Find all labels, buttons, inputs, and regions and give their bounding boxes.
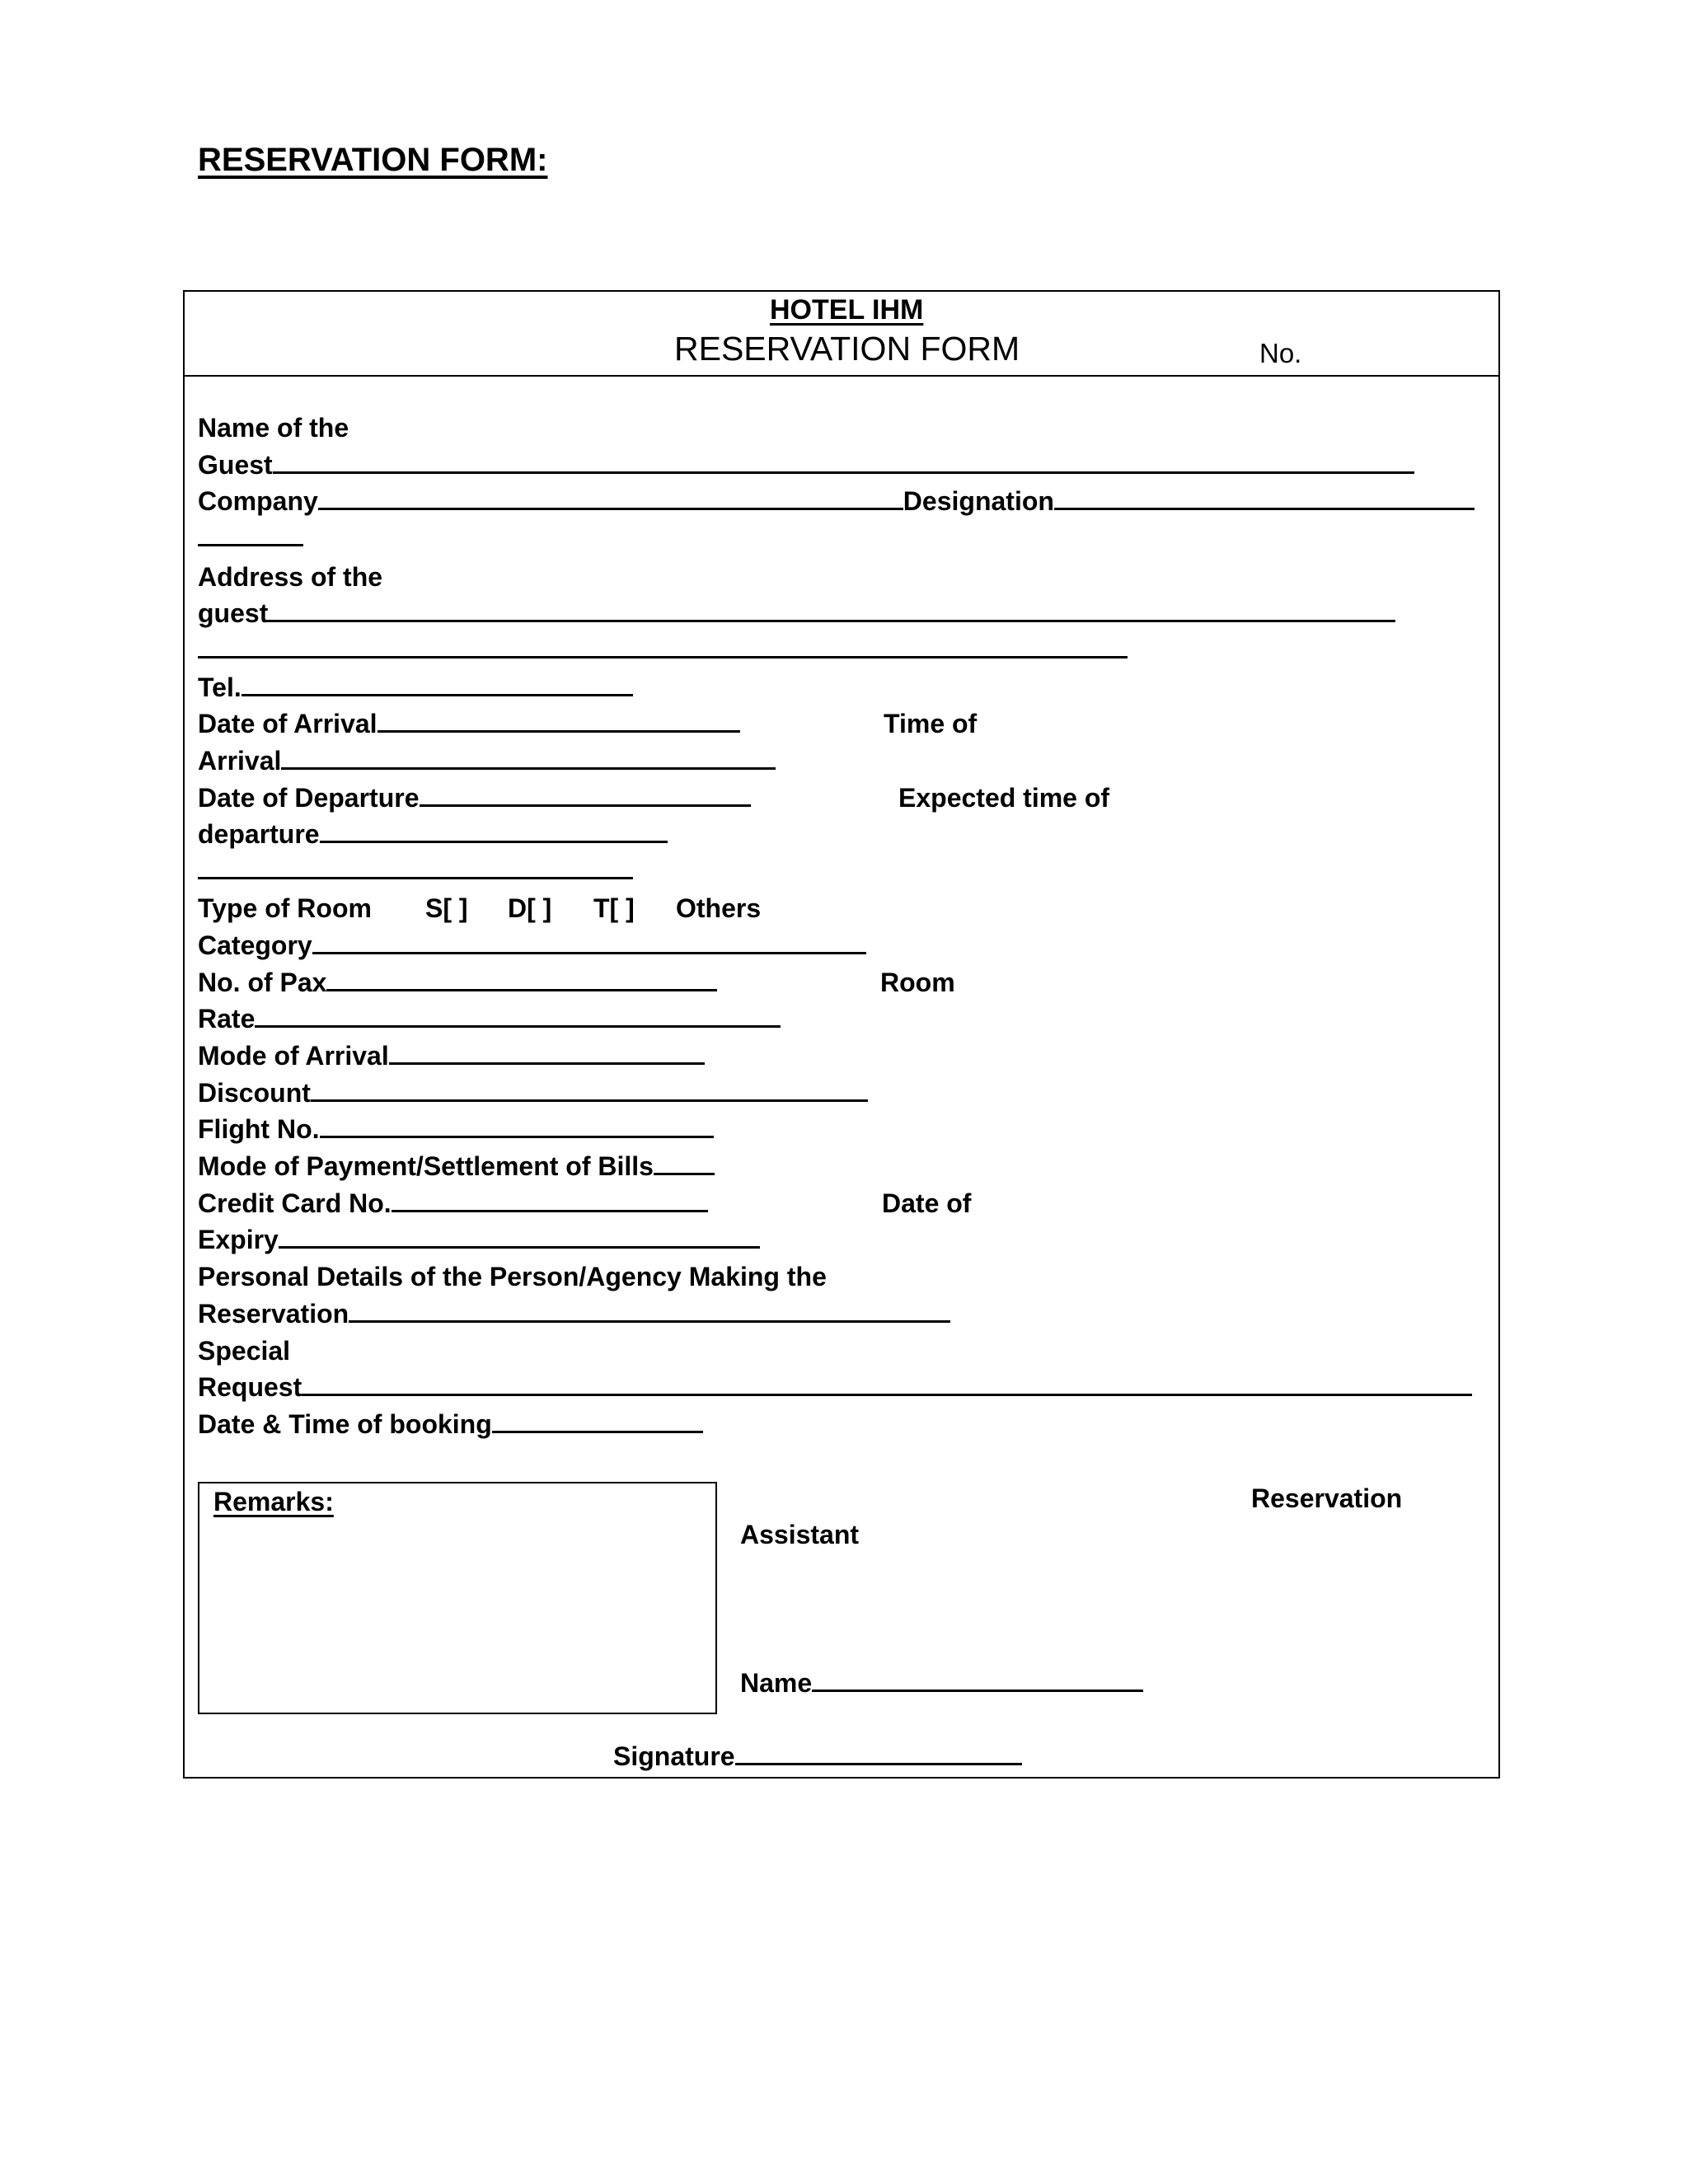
type-of-room-label: Type of Room <box>198 893 372 923</box>
category-row <box>198 927 866 963</box>
signature-row <box>613 1738 1022 1774</box>
no-of-pax-label: No. of Pax <box>198 968 327 997</box>
discount-field[interactable] <box>311 1099 868 1102</box>
date-time-booking-label: Date & Time of booking <box>198 1409 492 1439</box>
form-number-label: No. <box>1259 338 1302 368</box>
date-of-arrival-row <box>198 705 740 742</box>
assistant-name-label: Name <box>740 1668 813 1698</box>
special-request-field[interactable] <box>302 1394 1472 1396</box>
reservation-maker-row <box>198 1296 950 1332</box>
mode-of-payment-label: Mode of Payment/Settlement of Bills <box>198 1151 654 1181</box>
address-label: guest <box>198 598 269 628</box>
date-time-booking-row <box>198 1406 703 1442</box>
room-type-double-checkbox[interactable]: D[ ] <box>508 893 552 923</box>
date-of-departure-row <box>198 780 751 816</box>
departure-row <box>198 816 668 852</box>
type-of-room-row <box>198 890 372 926</box>
signature-field[interactable] <box>735 1763 1022 1765</box>
discount-row <box>198 1075 868 1111</box>
expiry-label: Expiry <box>198 1225 279 1254</box>
signature-label: Signature <box>613 1741 735 1771</box>
expected-time-of-label: Expected time of <box>898 783 1110 813</box>
company-label: Company <box>198 486 318 516</box>
rate-label: Rate <box>198 1004 256 1033</box>
designation-field[interactable] <box>1054 508 1475 510</box>
personal-details-label: Personal Details of the Person/Agency Making the <box>198 1262 827 1291</box>
no-of-pax-row <box>198 964 717 1001</box>
flight-no-row <box>198 1111 714 1147</box>
special-request-row <box>198 1369 1472 1405</box>
expiry-row <box>198 1221 760 1258</box>
remarks-box[interactable] <box>198 1482 717 1714</box>
assistant-name-field[interactable] <box>812 1690 1143 1692</box>
reservation-assistant-label-part2: Assistant <box>740 1520 860 1549</box>
designation-continuation-row <box>198 519 303 555</box>
room-type-triple-checkbox[interactable]: T[ ] <box>593 893 635 923</box>
guest-name-field[interactable] <box>273 471 1414 474</box>
departure-label: departure <box>198 819 320 849</box>
departure-continuation-row <box>198 852 633 888</box>
room-type-single-checkbox[interactable]: S[ ] <box>425 893 468 923</box>
rate-row <box>198 1001 781 1037</box>
room-rate-field[interactable] <box>255 1025 781 1028</box>
address-line-2-row <box>198 631 1128 668</box>
reservation-assistant-label-part1: Reservation <box>1251 1483 1403 1513</box>
assistant-name-row <box>740 1665 1143 1701</box>
name-of-the-label: Name of the <box>198 413 349 443</box>
time-of-arrival-field[interactable] <box>281 767 776 770</box>
address-field[interactable] <box>268 620 1395 622</box>
date-of-departure-label: Date of Departure <box>198 783 420 813</box>
mode-of-arrival-field[interactable] <box>389 1062 705 1065</box>
request-label: Request <box>198 1372 302 1402</box>
date-of-departure-field[interactable] <box>420 804 751 807</box>
flight-no-field[interactable] <box>320 1136 714 1138</box>
remarks-label: Remarks: <box>213 1487 334 1516</box>
mode-of-payment-field[interactable] <box>654 1173 715 1175</box>
no-of-pax-field[interactable] <box>326 989 717 991</box>
designation-label: Designation <box>903 486 1054 516</box>
expected-time-of-departure-field[interactable] <box>320 841 668 843</box>
form-heading: RESERVATION FORM <box>674 330 1020 368</box>
guest-name-row <box>198 447 1414 483</box>
date-of-arrival-label: Date of Arrival <box>198 709 377 738</box>
designation-continuation-field[interactable] <box>198 544 303 546</box>
mode-of-arrival-label: Mode of Arrival <box>198 1041 389 1071</box>
category-label: Category <box>198 930 312 960</box>
address-row <box>198 595 1395 631</box>
mode-of-payment-row <box>198 1148 715 1184</box>
mode-of-arrival-row <box>198 1038 705 1074</box>
flight-no-label: Flight No. <box>198 1114 320 1144</box>
room-label: Room <box>880 968 955 997</box>
company-row <box>198 483 1475 519</box>
address-of-the-label: Address of the <box>198 562 383 592</box>
arrival-row <box>198 743 776 779</box>
special-label: Special <box>198 1336 291 1366</box>
address-line-2-field[interactable] <box>198 656 1128 658</box>
discount-label: Discount <box>198 1078 311 1108</box>
date-of-label: Date of <box>882 1188 972 1218</box>
company-field[interactable] <box>318 508 903 510</box>
time-of-label: Time of <box>884 709 978 738</box>
date-time-booking-field[interactable] <box>492 1431 703 1433</box>
room-type-others-label: Others <box>676 893 762 923</box>
credit-card-row <box>198 1185 708 1221</box>
category-field[interactable] <box>312 952 866 954</box>
date-of-arrival-field[interactable] <box>377 730 740 733</box>
reservation-maker-field[interactable] <box>349 1320 950 1323</box>
arrival-label: Arrival <box>198 746 282 776</box>
date-of-expiry-field[interactable] <box>279 1246 760 1249</box>
hotel-name: HOTEL IHM <box>770 294 924 326</box>
credit-card-no-field[interactable] <box>392 1210 708 1212</box>
tel-row <box>198 669 633 705</box>
tel-field[interactable] <box>241 694 633 696</box>
header-divider <box>183 375 1500 377</box>
guest-name-label: Guest <box>198 450 273 480</box>
departure-continuation-field[interactable] <box>198 877 633 879</box>
page-title: RESERVATION FORM: <box>198 142 548 178</box>
reservation-label: Reservation <box>198 1299 349 1329</box>
credit-card-no-label: Credit Card No. <box>198 1188 392 1218</box>
tel-label: Tel. <box>198 673 241 702</box>
